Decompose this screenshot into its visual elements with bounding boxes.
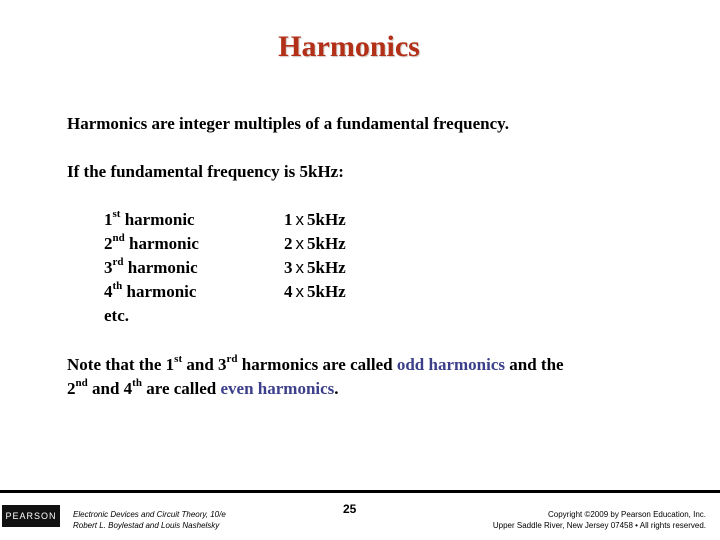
intro-text: Harmonics are integer multiples of a fundamental frequency. (67, 114, 509, 133)
footer-divider (0, 490, 720, 493)
multiplier-item: 1 x 5kHz (284, 210, 346, 229)
harmonic-item: 2nd harmonic (104, 232, 199, 253)
note-paragraph (67, 353, 564, 401)
note-line-2: 2nd and 4th are called even harmonics. (67, 377, 339, 398)
book-authors: Robert L. Boylestad and Louis Nashelsky (73, 521, 220, 530)
multiplier-item: 3 x 5kHz (284, 258, 346, 277)
harmonic-item: 3rd harmonic (104, 256, 198, 277)
harmonic-list (104, 208, 199, 328)
page-number: 25 (343, 502, 357, 516)
odd-harmonics-term: odd harmonics (396, 355, 505, 374)
multiplier-item: 2 x 5kHz (284, 234, 346, 253)
copyright-address: Upper Saddle River, New Jersey 07458 • All rights reserved. (492, 521, 706, 530)
harmonic-item: 4th harmonic (104, 280, 197, 301)
book-title: Electronic Devices and Circuit Theory, 10/e (73, 510, 226, 519)
fundamental-text: If the fundamental frequency is 5kHz: (67, 162, 344, 181)
pearson-logo: PEARSON (2, 505, 60, 527)
slide-title: Harmonics (278, 30, 420, 63)
harmonic-item: 1st harmonic (104, 208, 195, 229)
even-harmonics-term: even harmonics (220, 379, 335, 398)
note-line-1: Note that the 1st and 3rd harmonics are called odd harmonics and the (67, 353, 564, 374)
copyright-notice (493, 509, 706, 531)
multiplier-item: 4 x 5kHz (284, 282, 346, 301)
etc-text: etc. (104, 306, 130, 325)
book-citation (73, 509, 226, 531)
copyright-line: Copyright ©2009 by Pearson Education, Inc. (548, 510, 706, 519)
multiplier-list (284, 208, 346, 304)
